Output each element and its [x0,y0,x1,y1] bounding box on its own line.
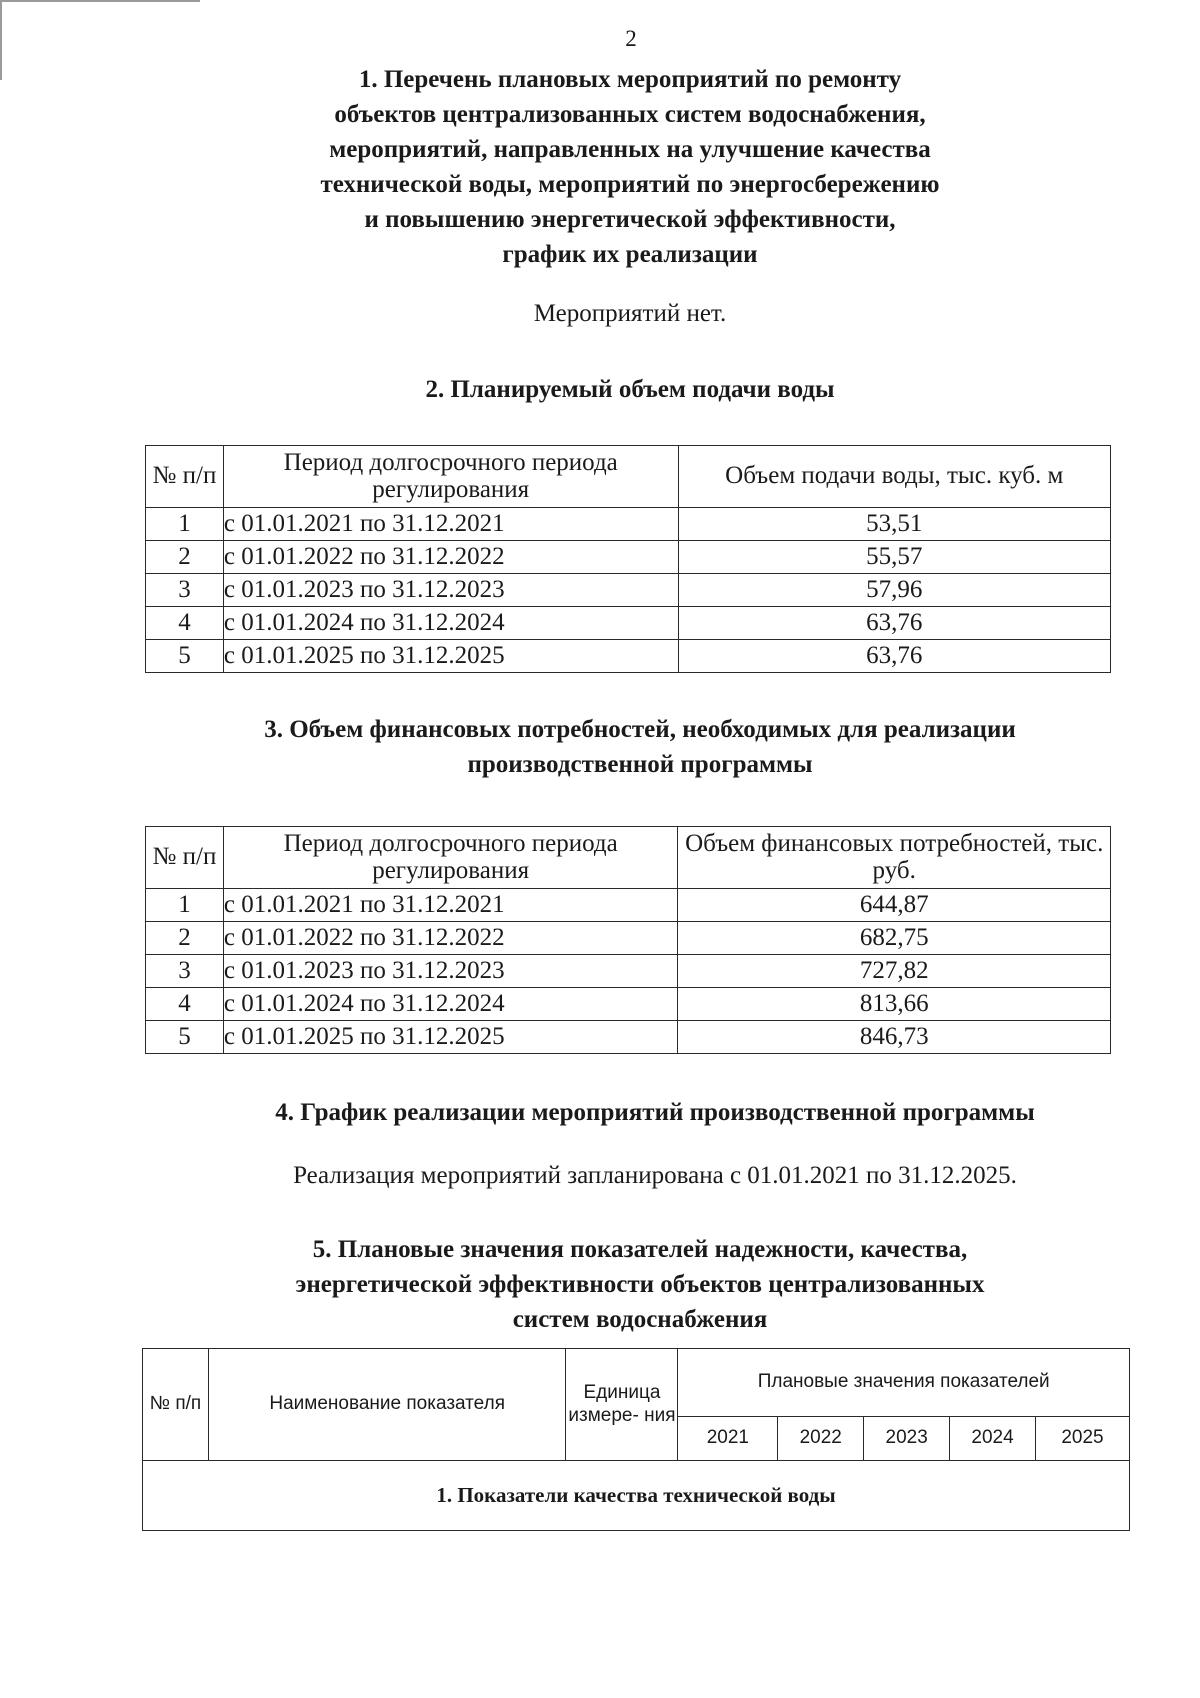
row-value: 53,51 [678,508,1111,541]
header-year: 2021 [678,1417,778,1461]
table-row [146,1021,1111,1054]
header-num: № п/п [146,446,224,508]
row-period: с 01.01.2025 по 31.12.2025 [223,640,678,673]
table-row [146,922,1111,955]
row-period: с 01.01.2024 по 31.12.2024 [223,988,678,1021]
section3-title [180,712,1100,782]
row-period: с 01.01.2023 по 31.12.2023 [223,574,678,607]
table-row [146,508,1111,541]
row-period: с 01.01.2022 по 31.12.2022 [223,922,678,955]
row-value: 846,73 [678,1021,1111,1054]
title-line: 3. Объем финансовых потребностей, необходимых для реализации [264,716,1016,743]
row-num: 1 [146,508,224,541]
subsection-title: 1. Показатели качества технической воды [143,1461,1130,1531]
row-num: 2 [146,922,224,955]
table-row [146,574,1111,607]
scan-edge-mark [0,0,200,2]
title-line: мероприятий, направленных на улучшение качества [329,136,931,163]
section4-title: 4. График реализации мероприятий производственной программы [275,1099,1035,1126]
row-period: с 01.01.2021 по 31.12.2021 [223,508,678,541]
row-period: с 01.01.2022 по 31.12.2022 [223,541,678,574]
header-value: Объем подачи воды, тыс. куб. м [678,446,1111,508]
row-num: 5 [146,640,224,673]
table-row [146,955,1111,988]
section1-title [230,62,1030,272]
row-num: 3 [146,574,224,607]
title-line: 5. Плановые значения показателей надежности, качества, [312,1236,968,1263]
row-value: 644,87 [678,889,1111,922]
header-num: № п/п [143,1349,209,1461]
title-line: объектов централизованных систем водоснабжения, [334,101,926,128]
title-line: технической воды, мероприятий по энергосбережению [320,171,940,198]
indicators-table [142,1348,1130,1531]
page-number: 2 [625,26,637,51]
table-row [146,607,1111,640]
row-value: 57,96 [678,574,1111,607]
title-line: график их реализации [502,241,758,268]
row-value: 63,76 [678,607,1111,640]
row-num: 3 [146,955,224,988]
title-line: производственной программы [467,751,813,778]
section2-title: 2. Планируемый объем подачи воды [425,376,835,403]
header-year: 2025 [1036,1417,1130,1461]
row-value: 682,75 [678,922,1111,955]
header-period: Период долгосрочного периода регулирования [223,827,678,889]
table-row [146,988,1111,1021]
section4-text: Реализация мероприятий запланирована с 01.01.2021 по 31.12.2025. [293,1162,1017,1189]
row-num: 5 [146,1021,224,1054]
header-unit: Единица измере- ния [566,1349,678,1461]
row-value: 63,76 [678,640,1111,673]
row-period: с 01.01.2024 по 31.12.2024 [223,607,678,640]
row-value: 727,82 [678,955,1111,988]
section5-title [200,1232,1080,1337]
title-line: систем водоснабжения [512,1306,768,1333]
header-name: Наименование показателя [208,1349,566,1461]
water-volume-table [145,445,1111,673]
row-period: с 01.01.2023 по 31.12.2023 [223,955,678,988]
row-value: 813,66 [678,988,1111,1021]
table-row [146,640,1111,673]
row-num: 4 [146,988,224,1021]
row-num: 1 [146,889,224,922]
table-row [146,889,1111,922]
title-line: энергетической эффективности объектов централизованных [295,1271,985,1298]
header-year: 2022 [778,1417,864,1461]
section1-note: Мероприятий нет. [533,300,727,327]
row-num: 4 [146,607,224,640]
row-period: с 01.01.2021 по 31.12.2021 [223,889,678,922]
row-num: 2 [146,541,224,574]
row-period: с 01.01.2025 по 31.12.2025 [223,1021,678,1054]
row-value: 55,57 [678,541,1111,574]
financial-needs-table [145,826,1111,1054]
title-line: и повышению энергетической эффективности, [364,206,896,233]
table-row [146,541,1111,574]
header-year: 2023 [864,1417,950,1461]
header-num: № п/п [146,827,224,889]
title-line: 1. Перечень плановых мероприятий по ремонту [358,66,902,93]
header-planned-values: Плановые значения показателей [678,1349,1130,1417]
header-value: Объем финансовых потребностей, тыс. руб. [678,827,1111,889]
header-year: 2024 [950,1417,1036,1461]
header-period: Период долгосрочного периода регулирования [223,446,678,508]
